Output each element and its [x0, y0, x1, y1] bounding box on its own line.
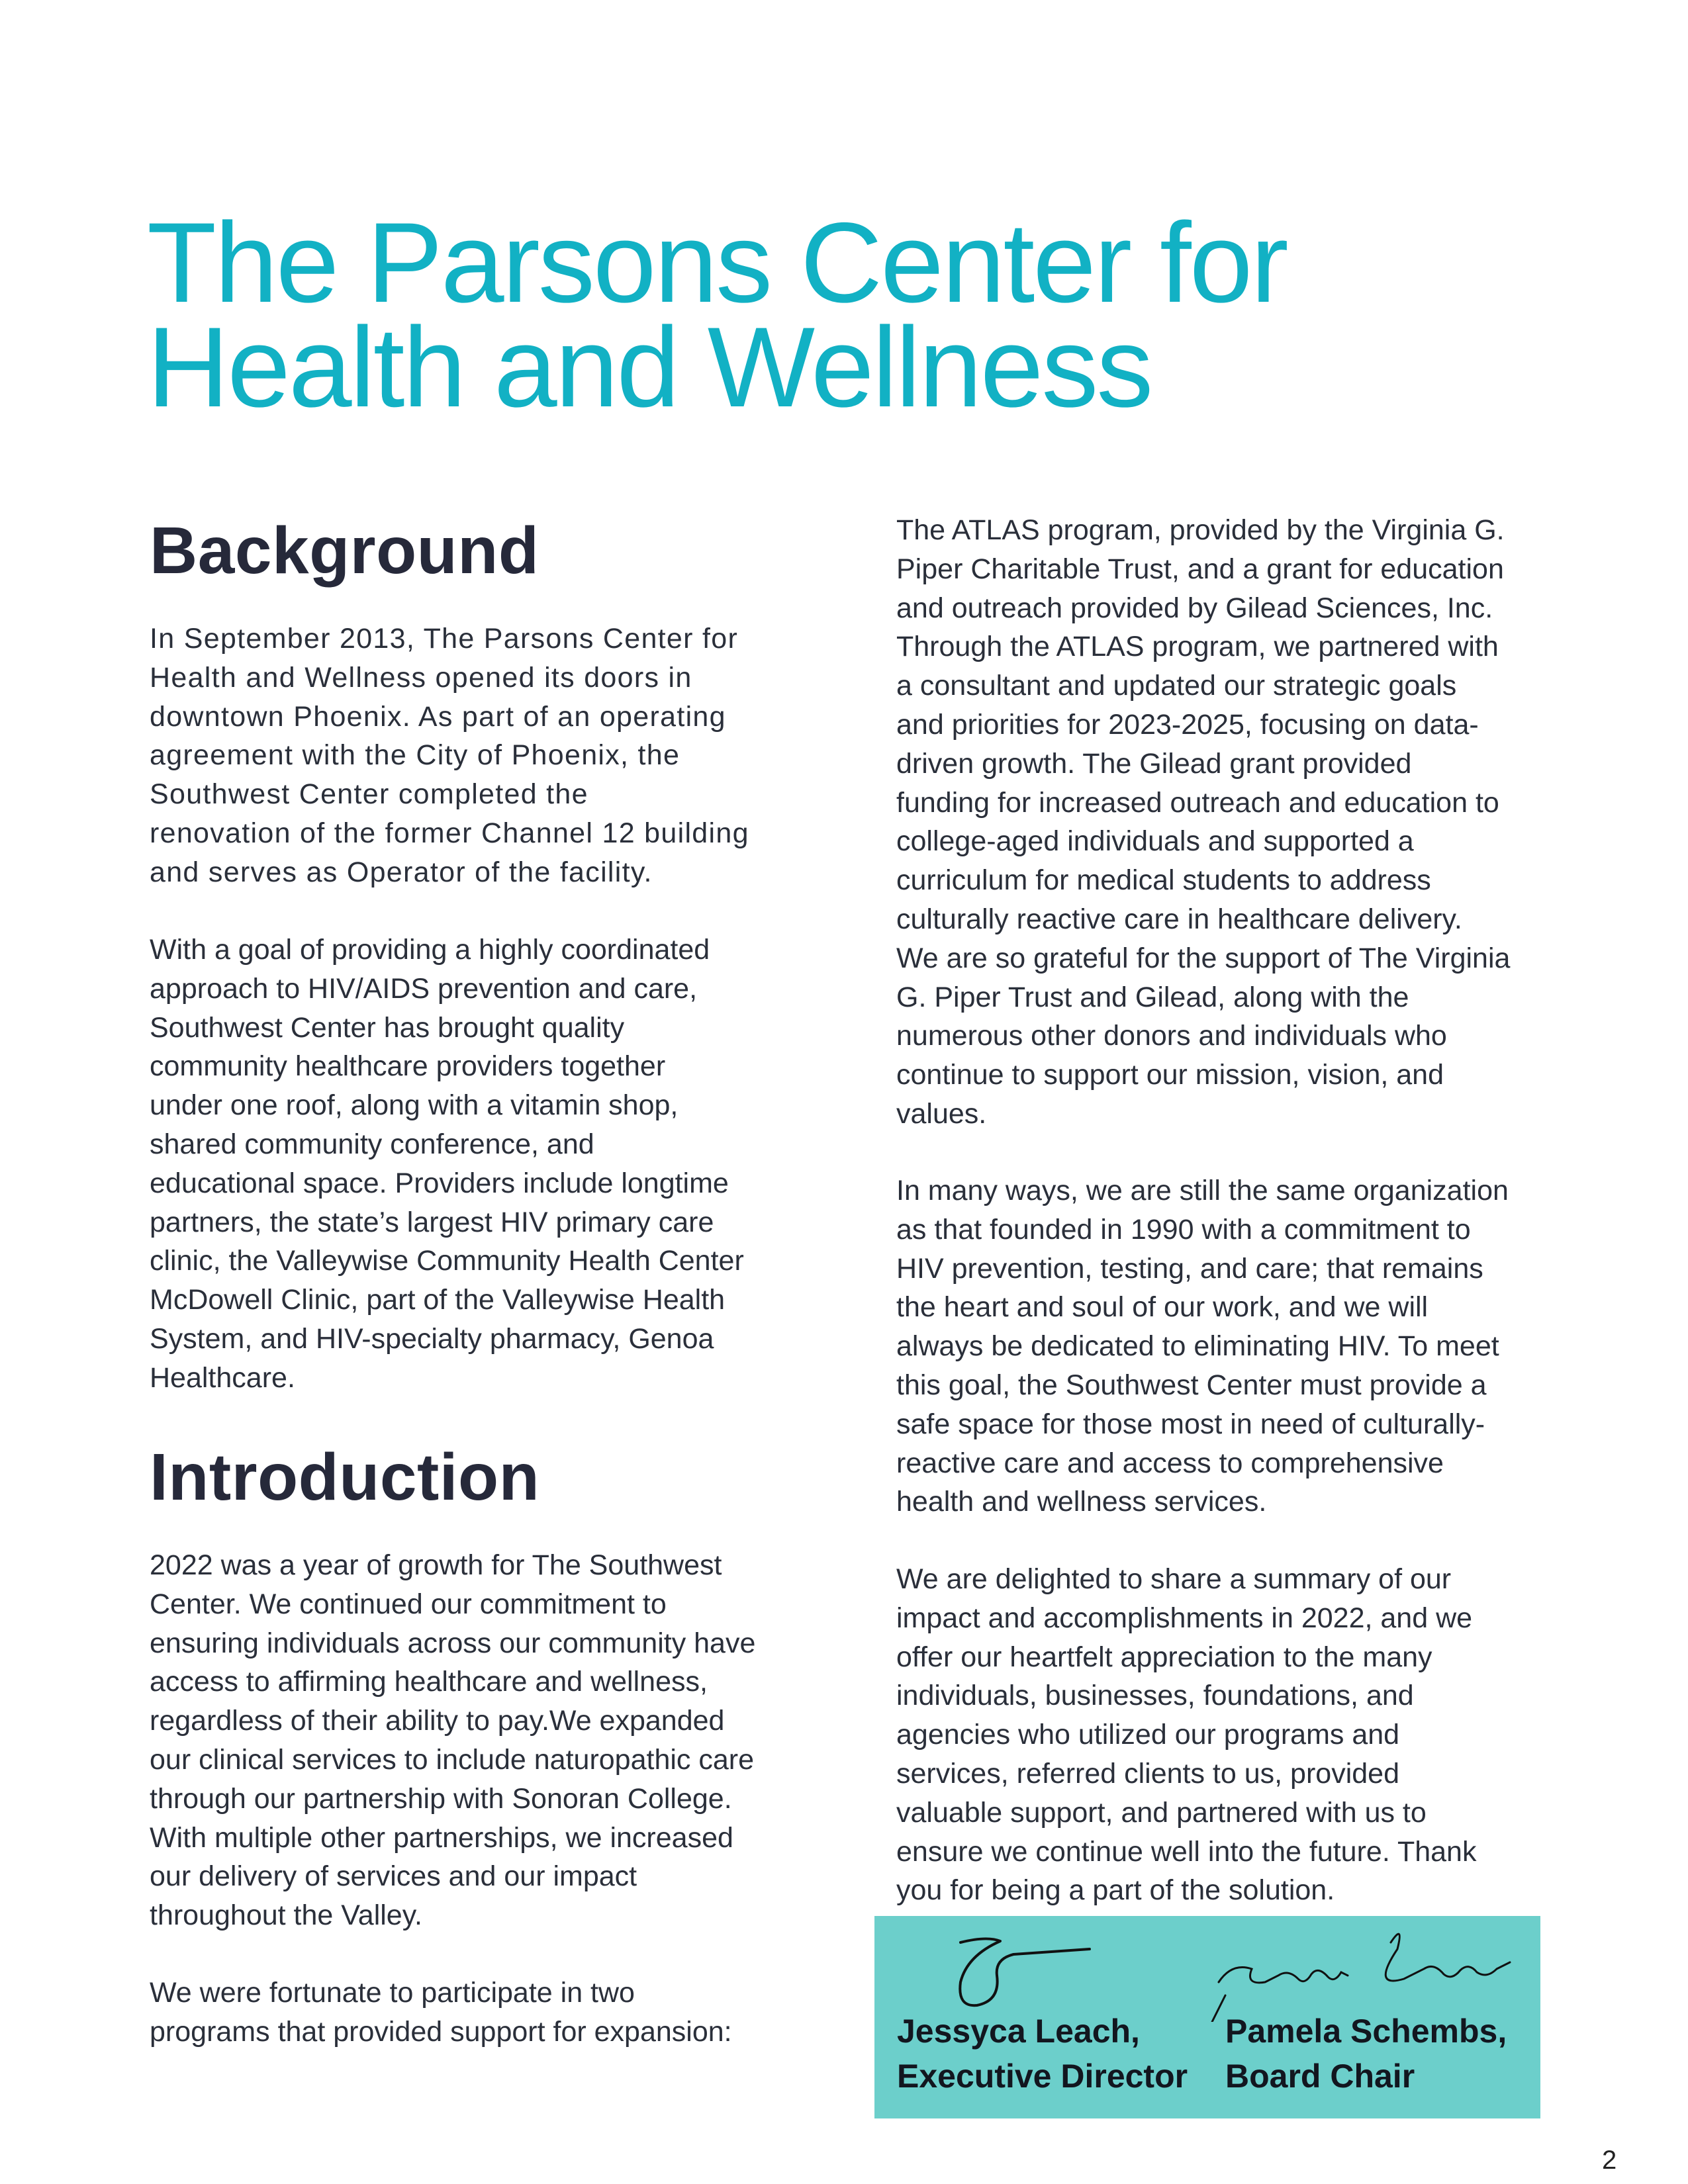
signer-2-name-title: Pamela Schembs, Board Chair — [1225, 2013, 1507, 2095]
background-heading: Background — [150, 514, 539, 588]
signature-pamela-schembs-image — [1205, 1923, 1523, 2022]
background-paragraph-2: With a goal of providing a highly coordinated approach to HIV/AIDS prevention and care, Southwest Center has brought quality community healthcare providers together under one roof, along with a vitamin shop, shared community conference, and educational space. Providers include longtime partners, the state’s largest HIV primary care clinic, the Valleywise Community Health Center McDowell Clinic, part of the Valleywise Health System, and HIV-specialty pharmacy, Genoa Healthcare. — [150, 934, 744, 1394]
introduction-paragraph-2: We were fortunate to participate in two programs that provided support for expansion: — [150, 1977, 732, 2048]
introduction-heading: Introduction — [150, 1440, 540, 1514]
right-paragraph-2: In many ways, we are still the same organization as that founded in 1990 with a commitment to HIV prevention, testing, and care; that remains the heart and soul of our work, and we will always be dedicated to eliminating HIV. To meet this goal, the Southwest Center must provide a safe space for those most in need of culturally- reactive care and access to comprehensive health and wellness services. — [896, 1175, 1509, 1518]
page-title-line-2: Health and Wellness — [147, 304, 1152, 431]
page-number: 2 — [1602, 2146, 1617, 2175]
page-title — [147, 199, 1603, 431]
introduction-paragraph-1: 2022 was a year of growth for The Southwest Center. We continued our commitment to ensuring individuals across our community have access to affirming healthcare and wellness, regardless of their ability to pay.We expanded our clinical services to include naturopathic care through our partnership with Sonoran College. With multiple other partnerships, we increased our delivery of services and our impact throughout the Valley. — [150, 1549, 756, 1932]
page-title-line-1: The Parsons Center for — [147, 199, 1287, 326]
signer-1-name-title: Jessyca Leach, Executive Director — [897, 2013, 1188, 2095]
signature-jessyca-leach-image — [941, 1929, 1100, 2022]
background-paragraph-1: In September 2013, The Parsons Center for Health and Wellness opened its doors in downtown Phoenix. As part of an operating agreement with the City of Phoenix, the Southwest Center completed the renovation of the former Channel 12 building and serves as Operator of the facility. — [150, 623, 749, 888]
signature-box — [874, 1916, 1540, 2118]
right-paragraph-3: We are delighted to share a summary of our impact and accomplishments in 2022, and we offer our heartfelt appreciation to the many individuals, businesses, foundations, and agencies who utilized our programs and services, referred clients to us, provided valuable support, and partnered with us to ensure we continue well into the future. Thank you for being a part of the solution. — [896, 1563, 1477, 1907]
right-paragraph-1: The ATLAS program, provided by the Virginia G. Piper Charitable Trust, and a grant for education and outreach provided by Gilead Sciences, Inc. Through the ATLAS program, we partnered with a consultant and updated our strategic goals and priorities for 2023-2025, focusing on data- driven growth. The Gilead grant provided funding for increased outreach and education to college-aged individuals and supported a curriculum for medical students to address culturally reactive care in healthcare delivery. We are so grateful for the support of The Virginia G. Piper Trust and Gilead, along with the numerous other donors and individuals who continue to support our mission, vision, and values. — [896, 514, 1511, 1130]
